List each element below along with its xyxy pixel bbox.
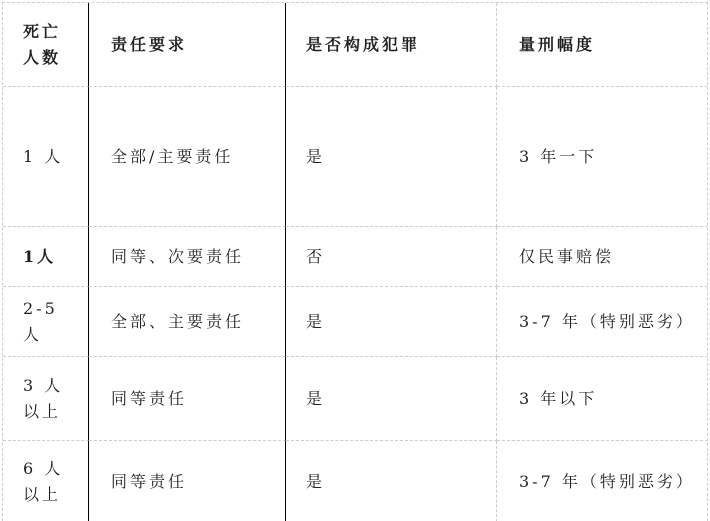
cell-liability: 同等责任: [89, 441, 286, 521]
cell-crime: 否: [286, 227, 497, 287]
cell-deaths: 6 人以上: [3, 441, 89, 521]
header-cell-liability: 责任要求: [89, 3, 286, 87]
header-cell-sentence: 量刑幅度: [497, 3, 708, 87]
table-grid: [3, 3, 707, 521]
header-cell-crime: 是否构成犯罪: [286, 3, 497, 87]
cell-crime: 是: [286, 87, 497, 227]
cell-crime: 是: [286, 441, 497, 521]
cell-sentence: 3 年以下: [497, 357, 708, 441]
header-cell-deaths: 死亡人数: [3, 3, 89, 87]
cell-sentence: 3 年一下: [497, 87, 708, 227]
cell-crime: 是: [286, 287, 497, 357]
cell-sentence: 3-7 年（特别恶劣）: [519, 471, 695, 491]
cell-deaths: 1 人: [3, 87, 89, 227]
cell-liability: 同等、次要责任: [89, 227, 286, 287]
cell-sentence: 3-7 年（特别恶劣）: [497, 287, 708, 357]
cell-liability: 同等责任: [89, 357, 286, 441]
cell-deaths: 2-5 人: [3, 287, 89, 357]
cell-liability: 全部、主要责任: [89, 287, 286, 357]
cell-liability: 全部/主要责任: [89, 87, 286, 227]
liability-sentencing-table: [2, 2, 708, 521]
cell-deaths: 3 人以上: [3, 357, 89, 441]
cell-crime: 是: [286, 357, 497, 441]
cell-sentence: 仅民事赔偿: [497, 227, 708, 287]
cell-deaths: 1人: [3, 227, 89, 287]
